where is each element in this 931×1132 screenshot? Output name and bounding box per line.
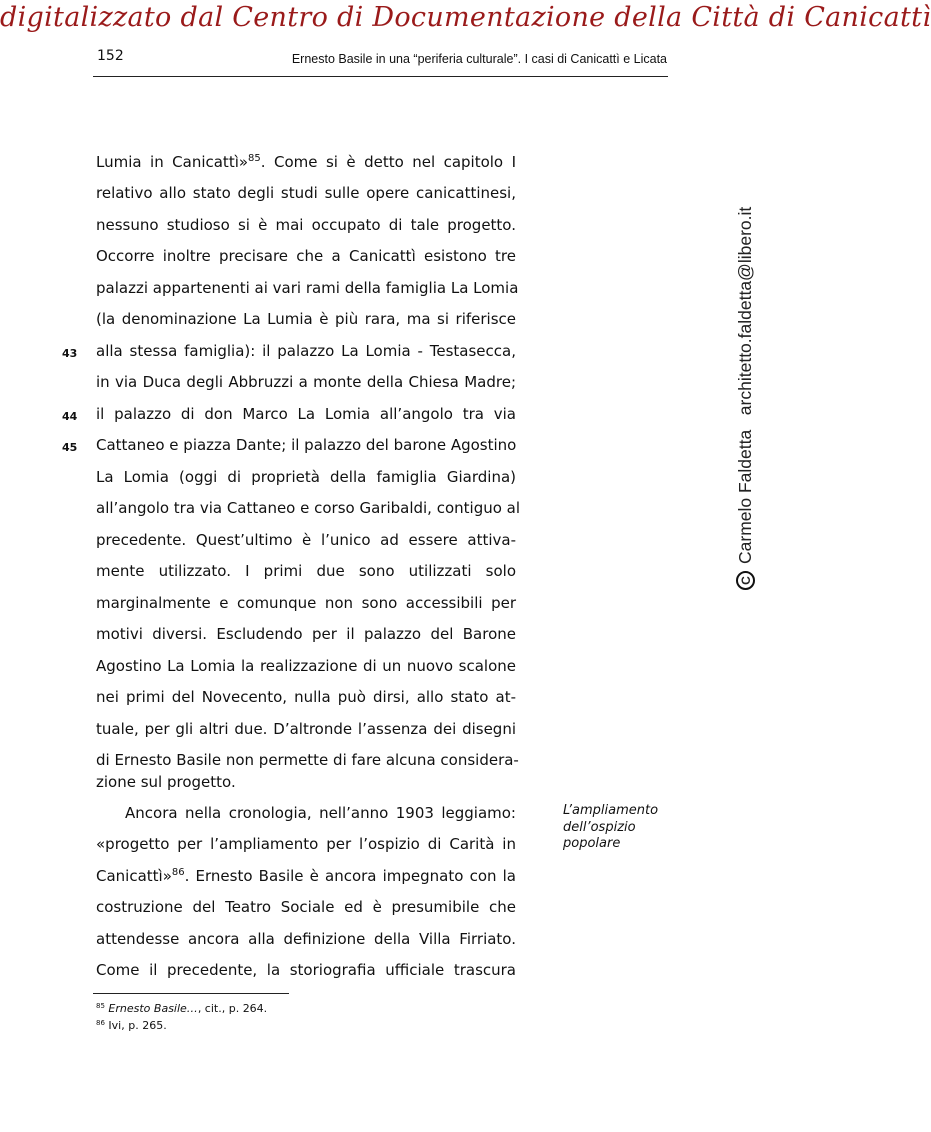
margin-line-number: 43 xyxy=(62,347,78,360)
body-line: costruzione del Teatro Sociale ed è presumibile che xyxy=(96,898,516,916)
body-line: Ancora nella cronologia, nell’anno 1903 leggiamo: xyxy=(125,804,516,822)
body-line: marginalmente e comunque non sono accessibili per xyxy=(96,594,516,612)
body-line: «progetto per l’ampliamento per l’ospizio di Carità in xyxy=(96,835,516,853)
footnote-ref-85: 85 xyxy=(248,153,261,164)
digitization-banner: digitalizzato dal Centro di Documentazione della Città di Canicattì xyxy=(0,2,931,33)
margin-line-number: 44 xyxy=(62,410,78,423)
body-line: in via Duca degli Abbruzzi a monte della Chiesa Madre; xyxy=(96,373,516,391)
footnote-85: $^{85}$ Ernesto Basile…, cit., p. 264. xyxy=(96,1002,268,1015)
body-line: motivi diversi. Escludendo per il palazzo del Barone xyxy=(96,625,516,643)
body-line: relativo allo stato degli studi sulle opere canicattinesi, xyxy=(96,184,516,202)
body-line: Canicattì»$^{86}$. Ernesto Basile è ancora impegnato con la xyxy=(96,867,516,885)
running-title: Ernesto Basile in una “periferia culturale”. I casi di Canicattì e Licata xyxy=(291,52,667,66)
body-line: La Lomia (oggi di proprietà della famiglia Giardina) xyxy=(96,468,516,486)
body-line: Cattaneo e piazza Dante; il palazzo del barone Agostino xyxy=(96,436,517,454)
body-line: Agostino La Lomia la realizzazione di un nuovo scalone xyxy=(96,657,516,675)
footnote-86: $^{86}$ Ivi, p. 265. xyxy=(96,1019,167,1032)
body-line: nessuno studioso si è mai occupato di tale progetto. xyxy=(96,216,516,234)
body-line: precedente. Quest’ultimo è l’unico ad essere attiva- xyxy=(96,531,516,549)
margin-line-number: 45 xyxy=(62,441,78,454)
body-line: di Ernesto Basile non permette di fare alcuna considera- xyxy=(96,751,519,769)
body-line: zione sul progetto. xyxy=(96,773,236,791)
footnote-ref-86: 86 xyxy=(171,867,185,878)
margin-note: L’ampliamento dell’ospizio popolare xyxy=(563,803,659,851)
body-line: alla stessa famiglia): il palazzo La Lomia - Testasecca, xyxy=(96,342,516,360)
body-line: Occorre inoltre precisare che a Canicattì esistono tre xyxy=(96,247,516,265)
body-line: nei primi del Novecento, nulla può dirsi, allo stato at- xyxy=(96,688,516,706)
body-line: (la denominazione La Lumia è più rara, ma si riferisce xyxy=(96,310,516,328)
copyright-watermark xyxy=(735,207,756,590)
header-rule xyxy=(93,76,668,77)
body-line: palazzi appartenenti ai vari rami della famiglia La Lomia xyxy=(96,279,519,297)
body-line: tuale, per gli altri due. D’altronde l’assenza dei disegni xyxy=(96,720,516,738)
body-line: attendesse ancora alla definizione della Villa Firriato. xyxy=(96,930,516,948)
footnote-rule xyxy=(93,993,289,994)
watermark-text: Carmelo Faldetta architetto.faldetta@libero.it xyxy=(735,206,755,564)
body-line: mente utilizzato. I primi due sono utilizzati solo xyxy=(96,562,516,580)
page-number: 152 xyxy=(97,48,124,64)
copyright-icon: C xyxy=(736,571,755,590)
body-line: all’angolo tra via Cattaneo e corso Garibaldi, contiguo al xyxy=(96,499,521,517)
body-line: Lumia in Canicattì»$^{85}$. Come si è detto nel capitolo I xyxy=(96,153,516,171)
body-line: il palazzo di don Marco La Lomia all’angolo tra via xyxy=(96,405,516,423)
body-line: Come il precedente, la storiografia ufficiale trascura xyxy=(96,961,516,979)
